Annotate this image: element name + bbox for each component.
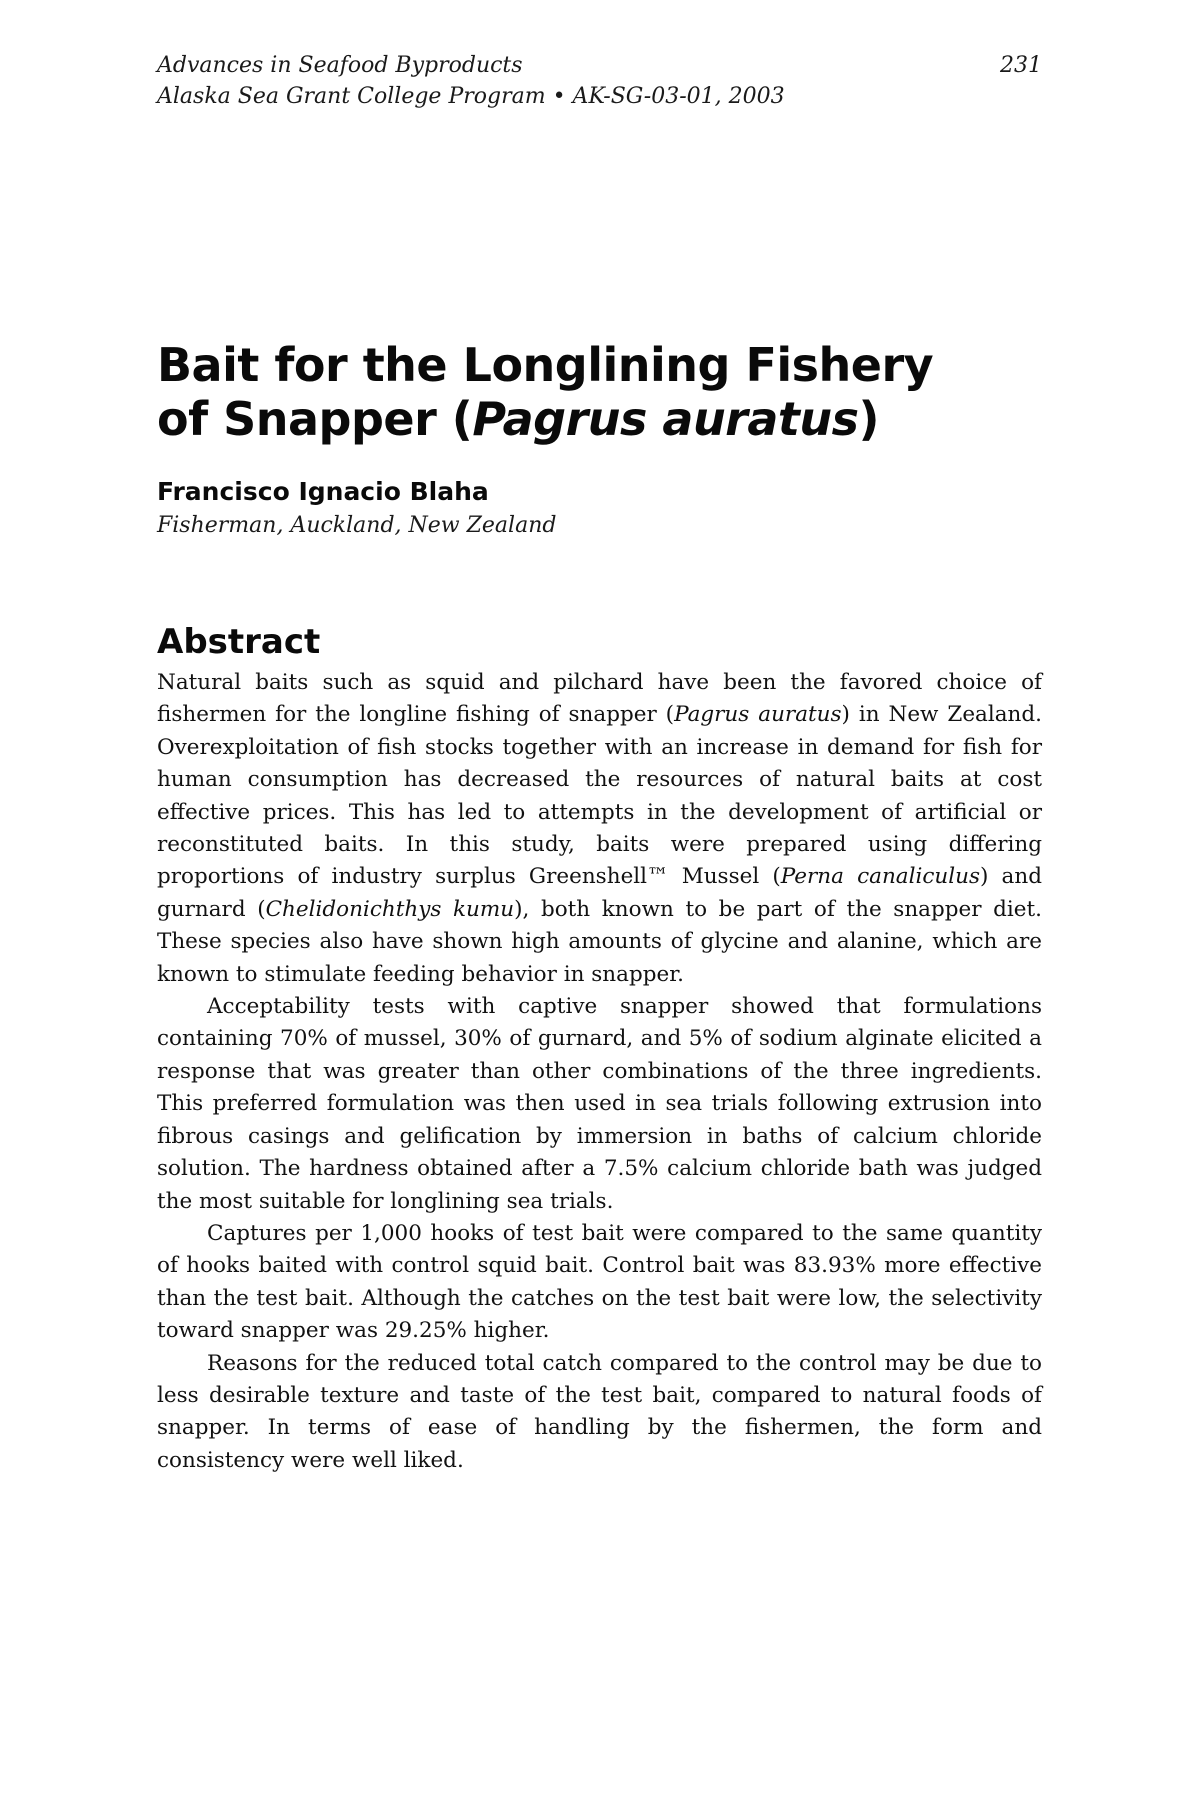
abstract-body [157, 667, 1042, 1477]
running-head-series: Advances in Seafood Byproducts [157, 53, 523, 78]
abstract-p1-species-3: Chelidonichthys kumu [265, 896, 515, 922]
abstract-paragraph-2: Acceptability tests with captive snapper showed that formulations containing 70% of mussel, 30% of gurnard, and 5% of sodium alginate elicited a response that was greater than other combinations of the three ingredients. This preferred formulation was then used in sea trials following extrusion into fibrous casings and gelification by immersion in baths of calcium chloride solution. The hardness obtained after a 7.5% calcium chloride bath was judged the most suitable for longlining sea trials. [157, 994, 1042, 1214]
abstract-paragraph-4: Reasons for the reduced total catch compared to the control may be due to less desirable texture and taste of the test bait, compared to natural foods of snapper. In terms of ease of handling by the fishermen, the form and consistency were well liked. [157, 1350, 1042, 1473]
title-species-name: Pagrus auratus [472, 392, 859, 446]
author-name: Francisco Ignacio Blaha [157, 477, 489, 506]
abstract-p1-species-1: Pagrus auratus [674, 702, 842, 728]
abstract-p1-text-2: ) in New Zealand. Overexploitation of fish stocks together with an increase in demand for fish for human consumption has decreased the resources of natural baits at cost effective prices. This has led to attempts in the development of artificial or reconstituted baits. In this study, baits were prepared using differing proportions of industry surplus Greenshell™ Mussel ( [157, 702, 1042, 890]
abstract-p1-text-4: ), both known to be part of the snapper diet. These species also have shown high amounts of glycine and alanine, which are known to stimulate feeding behavior in snapper. [157, 896, 1042, 987]
title-line-2-suffix: ) [858, 392, 880, 446]
running-head-publisher: Alaska Sea Grant College Program • AK-SG-03-01, 2003 [157, 84, 785, 109]
page-number: 231 [1000, 53, 1042, 78]
title-line-1: Bait for the Longlining Fishery [157, 338, 934, 392]
abstract-heading: Abstract [157, 622, 321, 662]
abstract-paragraph-1 [157, 667, 1042, 991]
running-head [157, 50, 1042, 112]
title-line-2-prefix: of Snapper ( [157, 392, 473, 446]
abstract-p1-species-2: Perna canaliculus [780, 864, 981, 890]
paper-title [157, 338, 1057, 446]
abstract-p1-text-1: Natural baits such as squid and pilchard have been the favored choice of fishermen for the longline fishing of snapper ( [157, 670, 1042, 728]
abstract-paragraph-3: Captures per 1,000 hooks of test bait were compared to the same quantity of hooks baited with control squid bait. Control bait was 83.93% more effective than the test bait. Although the catches on the test bait were low, the selectivity toward snapper was 29.25% higher. [157, 1220, 1042, 1344]
author-affiliation: Fisherman, Auckland, New Zealand [157, 513, 557, 538]
abstract-p1-text-3: ) and gurnard ( [157, 864, 1042, 922]
